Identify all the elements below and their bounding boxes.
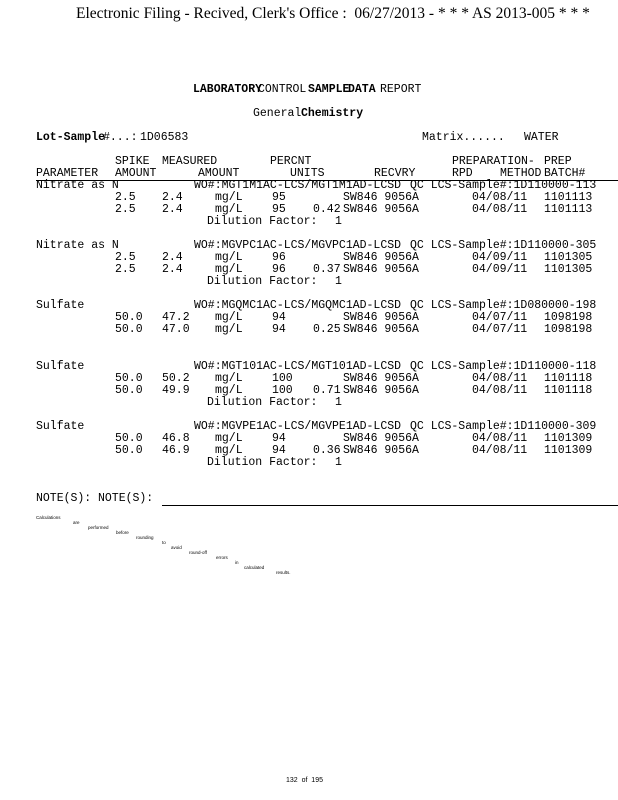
measured-amount: 47.0 xyxy=(162,323,190,336)
dilution-value: 1 xyxy=(335,275,342,288)
recovery: 94 xyxy=(272,311,286,324)
calc-note-word: calculated xyxy=(244,565,265,570)
calc-note-word: errors xyxy=(216,555,228,560)
prep-date: 04/08/11 xyxy=(472,191,528,204)
batch-number: 1101118 xyxy=(544,384,593,397)
batch-number: 1101309 xyxy=(544,432,593,445)
parameter-name: Nitrate as N xyxy=(36,239,119,252)
parameter-name: Sulfate xyxy=(36,360,85,373)
spike-amount: 2.5 xyxy=(115,191,136,204)
calc-note-word: are xyxy=(73,520,80,525)
units: mg/L xyxy=(215,432,243,445)
title-data: DATA xyxy=(348,83,376,96)
measured-amount: 46.9 xyxy=(162,444,190,457)
work-order: WO#:MGT101AC-LCS/MGT101AD-LCSD xyxy=(194,360,402,373)
parameter-name: Sulfate xyxy=(36,420,85,433)
units: mg/L xyxy=(215,311,243,324)
prep-date: 04/09/11 xyxy=(472,251,528,264)
measured-amount: 50.2 xyxy=(162,372,190,385)
qc-block xyxy=(0,180,618,240)
method: SW846 9056A xyxy=(343,372,419,385)
method: SW846 9056A xyxy=(343,203,419,216)
lot-sample-label: Lot-Sample xyxy=(36,131,106,144)
calc-note-word: results. xyxy=(276,570,291,575)
subtitle-chemistry: Chemistry xyxy=(301,107,364,120)
dilution-value: 1 xyxy=(335,456,342,469)
spike-amount: 2.5 xyxy=(115,203,136,216)
spike-amount: 50.0 xyxy=(115,323,143,336)
qc-block xyxy=(0,421,618,481)
calc-note xyxy=(36,510,291,575)
notes-label: NOTE(S): xyxy=(36,492,92,505)
notes-label-2: NOTE(S): xyxy=(98,492,154,505)
lot-sample-tail: #...: xyxy=(103,131,138,144)
qc-sample-id: QC LCS-Sample#:1D110000-309 xyxy=(410,420,597,433)
recovery: 96 xyxy=(272,263,286,276)
batch-number: 1101118 xyxy=(544,372,593,385)
prep-date: 04/08/11 xyxy=(472,203,528,216)
work-order: WO#:MGQMC1AC-LCS/MGQMC1AD-LCSD xyxy=(194,299,402,312)
method: SW846 9056A xyxy=(343,444,419,457)
dilution-factor: Dilution Factor: xyxy=(207,456,318,469)
spike-amount: 50.0 xyxy=(115,372,143,385)
recovery: 100 xyxy=(272,384,293,397)
batch-number: 1101113 xyxy=(544,203,593,216)
qc-block xyxy=(0,240,618,300)
prep-date: 04/08/11 xyxy=(472,444,528,457)
recovery: 94 xyxy=(272,323,286,336)
col-recvry: RECVRY xyxy=(374,167,416,180)
col-batch: BATCH# xyxy=(544,167,586,180)
recovery: 95 xyxy=(272,203,286,216)
work-order: WO#:MGVPC1AC-LCS/MGVPC1AD-LCSD xyxy=(194,239,402,252)
title-sample: SAMPLE xyxy=(308,83,350,96)
method: SW846 9056A xyxy=(343,263,419,276)
units: mg/L xyxy=(215,203,243,216)
rpd: 0.36 xyxy=(313,444,341,457)
recovery: 94 xyxy=(272,444,286,457)
batch-number: 1098198 xyxy=(544,323,593,336)
calc-note-word: avoid xyxy=(171,545,182,550)
measured-amount: 2.4 xyxy=(162,191,183,204)
spike-amount: 2.5 xyxy=(115,251,136,264)
recovery: 95 xyxy=(272,191,286,204)
spike-amount: 50.0 xyxy=(115,311,143,324)
col-rpd: RPD xyxy=(452,167,473,180)
rpd: 0.37 xyxy=(313,263,341,276)
col-method: METHOD xyxy=(500,167,542,180)
units: mg/L xyxy=(215,263,243,276)
prep-date: 04/08/11 xyxy=(472,384,528,397)
dilution-factor: Dilution Factor: xyxy=(207,275,318,288)
matrix-label: Matrix...... xyxy=(422,131,505,144)
col-parameter: PARAMETER xyxy=(36,167,99,180)
method: SW846 9056A xyxy=(343,432,419,445)
method: SW846 9056A xyxy=(343,323,419,336)
qc-block xyxy=(0,300,618,360)
units: mg/L xyxy=(215,251,243,264)
recovery: 96 xyxy=(272,251,286,264)
qc-sample-id: QC LCS-Sample#:1D110000-113 xyxy=(410,179,597,192)
units: mg/L xyxy=(215,444,243,457)
measured-amount: 2.4 xyxy=(162,263,183,276)
col-amount-2: AMOUNT xyxy=(198,167,240,180)
calc-note-word: in xyxy=(235,560,239,565)
measured-amount: 2.4 xyxy=(162,251,183,264)
col-amount: AMOUNT xyxy=(115,167,157,180)
title-report: REPORT xyxy=(380,83,422,96)
work-order: WO#:MGVPE1AC-LCS/MGVPE1AD-LCSD xyxy=(194,420,402,433)
batch-number: 1101305 xyxy=(544,251,593,264)
work-order: WO#:MGT1M1AC-LCS/MGT1M1AD-LCSD xyxy=(194,179,402,192)
method: SW846 9056A xyxy=(343,384,419,397)
prep-date: 04/09/11 xyxy=(472,263,528,276)
qc-sample-id: QC LCS-Sample#:1D110000-305 xyxy=(410,239,597,252)
measured-amount: 47.2 xyxy=(162,311,190,324)
batch-number: 1101305 xyxy=(544,263,593,276)
measured-amount: 46.8 xyxy=(162,432,190,445)
prep-date: 04/08/11 xyxy=(472,432,528,445)
col-spike: SPIKE xyxy=(115,155,150,168)
units: mg/L xyxy=(215,323,243,336)
method: SW846 9056A xyxy=(343,191,419,204)
parameter-name: Nitrate as N xyxy=(36,179,119,192)
prep-date: 04/07/11 xyxy=(472,311,528,324)
parameter-name: Sulfate xyxy=(36,299,85,312)
dilution-factor: Dilution Factor: xyxy=(207,396,318,409)
rpd: 0.71 xyxy=(313,384,341,397)
units: mg/L xyxy=(215,191,243,204)
qc-sample-id: QC LCS-Sample#:1D080000-198 xyxy=(410,299,597,312)
col-measured: MEASURED xyxy=(162,155,218,168)
title-control: CONTROL xyxy=(258,83,307,96)
rpd: 0.25 xyxy=(313,323,341,336)
dilution-value: 1 xyxy=(335,396,342,409)
calc-note-word: performed xyxy=(88,525,109,530)
subtitle-general: General xyxy=(253,107,302,120)
prep-date: 04/08/11 xyxy=(472,372,528,385)
recovery: 94 xyxy=(272,432,286,445)
lot-sample-value: 1D06583 xyxy=(140,131,189,144)
rpd: 0.42 xyxy=(313,203,341,216)
recovery: 100 xyxy=(272,372,293,385)
notes-line xyxy=(162,505,618,506)
qc-block xyxy=(0,361,618,421)
spike-amount: 50.0 xyxy=(115,432,143,445)
filing-header: Electronic Filing - Recived, Clerk's Office : 06/27/2013 - * * * AS 2013-005 * * * xyxy=(76,5,590,22)
spike-amount: 50.0 xyxy=(115,384,143,397)
col-percnt: PERCNT xyxy=(270,155,312,168)
spike-amount: 50.0 xyxy=(115,444,143,457)
col-prep: PREP xyxy=(544,155,572,168)
prep-date: 04/07/11 xyxy=(472,323,528,336)
units: mg/L xyxy=(215,372,243,385)
matrix-value: WATER xyxy=(524,131,559,144)
units: mg/L xyxy=(215,384,243,397)
calc-note-word: round-off xyxy=(189,550,207,555)
dilution-value: 1 xyxy=(335,215,342,228)
measured-amount: 49.9 xyxy=(162,384,190,397)
calc-note-word: Calculations xyxy=(36,515,61,520)
measured-amount: 2.4 xyxy=(162,203,183,216)
col-units: UNITS xyxy=(290,167,325,180)
calc-note-word: rounding xyxy=(136,535,154,540)
calc-note-word: to xyxy=(162,540,166,545)
batch-number: 1101113 xyxy=(544,191,593,204)
col-preparation: PREPARATION- xyxy=(452,155,535,168)
qc-sample-id: QC LCS-Sample#:1D110000-118 xyxy=(410,360,597,373)
page-number: 132 of 195 xyxy=(286,777,323,784)
calc-note-word: before xyxy=(116,530,129,535)
batch-number: 1098198 xyxy=(544,311,593,324)
dilution-factor: Dilution Factor: xyxy=(207,215,318,228)
method: SW846 9056A xyxy=(343,311,419,324)
batch-number: 1101309 xyxy=(544,444,593,457)
method: SW846 9056A xyxy=(343,251,419,264)
title-laboratory: LABORATORY xyxy=(193,83,263,96)
spike-amount: 2.5 xyxy=(115,263,136,276)
